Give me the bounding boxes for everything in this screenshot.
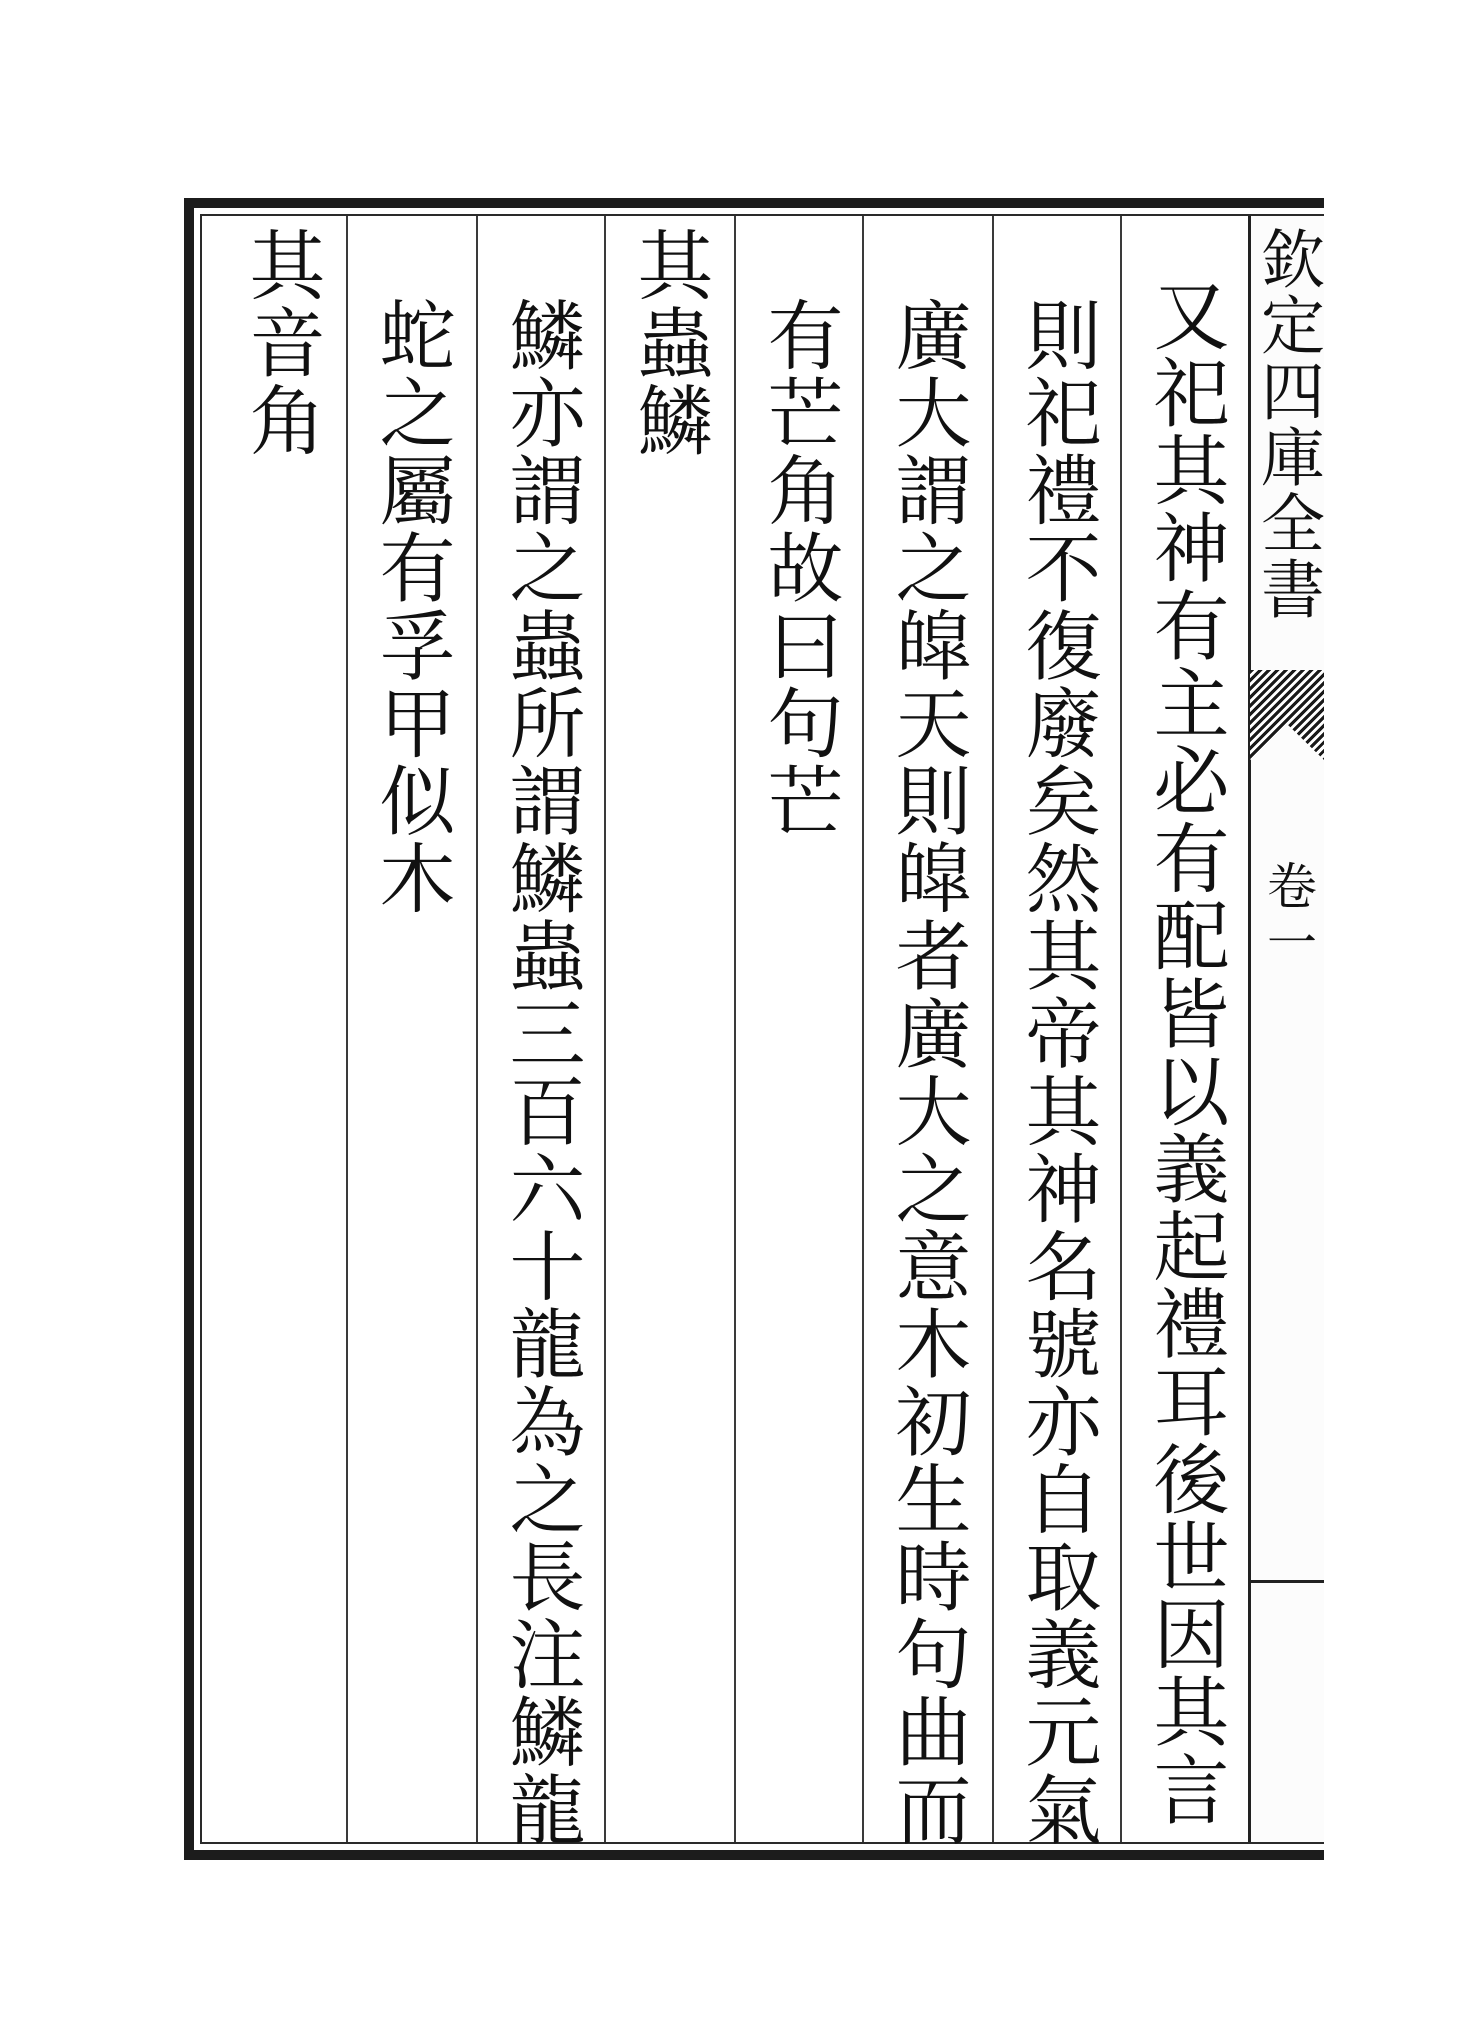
fold-volume-label: 卷一 bbox=[1259, 860, 1317, 972]
fold-bottom-rule bbox=[1250, 1580, 1324, 1583]
text-column-1: 又祀其神有主必有配皆以義起禮耳後世因其言 bbox=[1141, 276, 1230, 1828]
text-column-3: 廣大謂之皡天則皡者廣大之意木初生時句曲而 bbox=[883, 296, 972, 1848]
text-column-2: 則祀禮不復廢矣然其帝其神名號亦自取義元氣 bbox=[1013, 296, 1102, 1848]
text-column-5: 其蟲鱗 bbox=[625, 226, 714, 459]
column-rule bbox=[992, 216, 994, 1842]
column-rule bbox=[346, 216, 348, 1842]
fold-book-title: 欽定四庫全書 bbox=[1250, 226, 1324, 622]
column-rule bbox=[604, 216, 606, 1842]
column-rule bbox=[734, 216, 736, 1842]
column-rule bbox=[862, 216, 864, 1842]
text-column-7: 蛇之屬有孚甲似木 bbox=[367, 296, 456, 917]
text-column-4: 有芒角故曰句芒 bbox=[755, 296, 844, 840]
column-rule bbox=[476, 216, 478, 1842]
text-column-8: 其音角 bbox=[237, 226, 326, 459]
column-rule bbox=[1120, 216, 1122, 1842]
text-column-6: 鱗亦謂之蟲所謂鱗蟲三百六十龍為之長注鱗龍 bbox=[497, 296, 586, 1848]
